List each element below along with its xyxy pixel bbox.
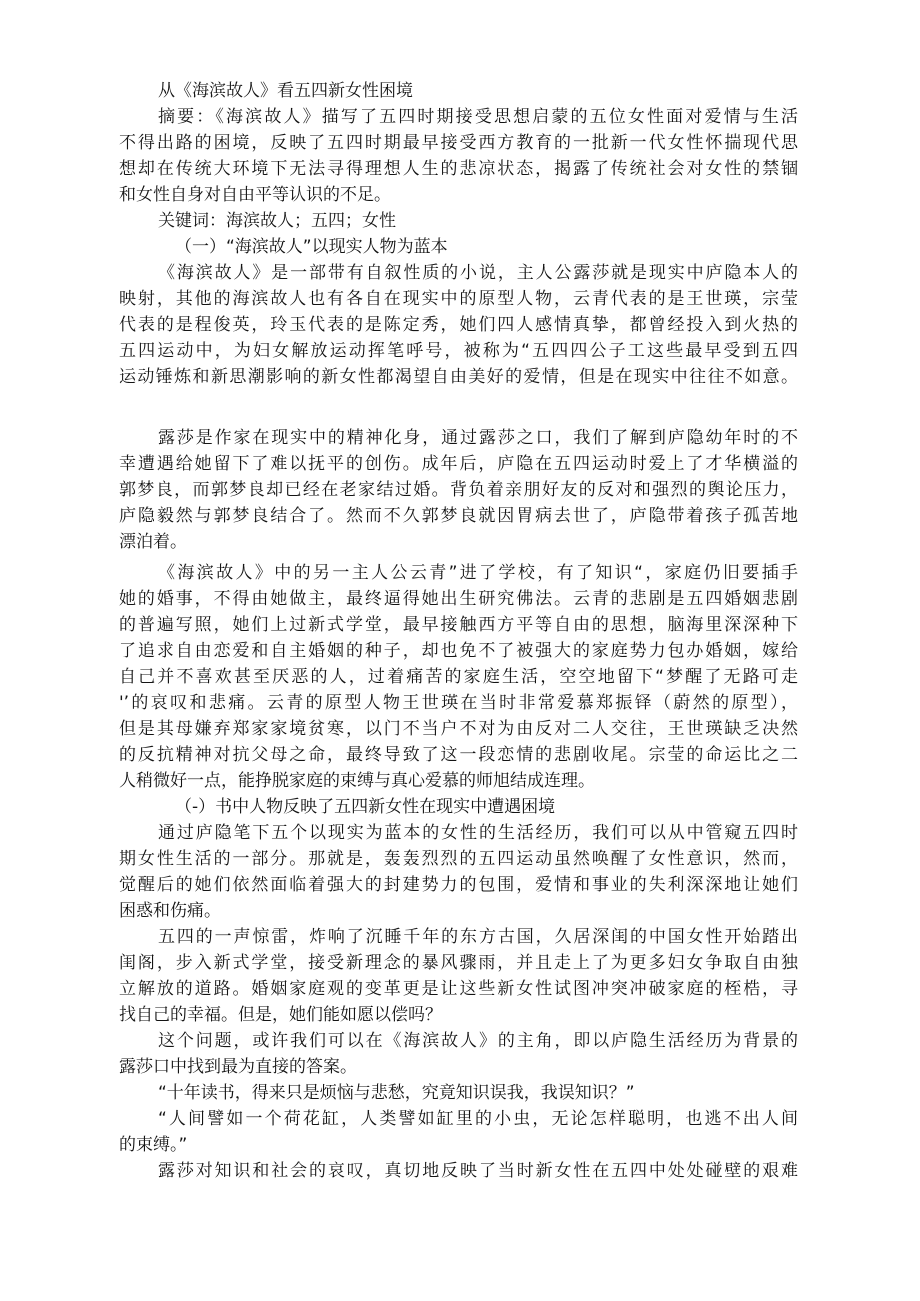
paragraph-line: 找自己的幸福。但是，她们能如愿以偿吗？ bbox=[119, 1005, 442, 1025]
abstract-line: 想却在传统大环境下无法寻得理想人生的悲凉状态，揭露了传统社会对女性的禁锢 bbox=[119, 159, 798, 179]
paragraph-line: 这个问题，或许我们可以在《海滨故人》的主角，即以庐隐生活经历为背景的 bbox=[158, 1031, 798, 1051]
abstract-line: 摘要：《海滨故人》描写了五四时期接受思想启蒙的五位女性面对爱情与生活 bbox=[158, 107, 798, 127]
paragraph-line: 五四的一声惊雷，炸响了沉睡千年的东方古国，久居深闺的中国女性开始踏出 bbox=[158, 927, 798, 947]
paragraph-line: 露莎口中找到最为直接的答案。 bbox=[119, 1057, 357, 1077]
paragraph-line: 闺阁，步入新式学堂，接受新理念的暴风骤雨，并且走上了为更多妇女争取自由独 bbox=[119, 953, 798, 973]
paragraph-line: 五四运动中，为妇女解放运动挥笔呼号，被称为“五四四公子工这些最早受到五四 bbox=[119, 341, 798, 361]
abstract-line: 不得出路的困境，反映了五四时期最早接受西方教育的一批新一代女性怀揣现代思 bbox=[119, 133, 798, 153]
abstract-line: 和女性自身对自由平等认识的不足。 bbox=[119, 185, 391, 205]
paragraph-line: 露莎是作家在现实中的精神化身，通过露莎之口，我们了解到庐隐幼年时的不 bbox=[158, 428, 798, 448]
paragraph-line: 运动锤炼和新思潮影响的新女性都渴望自由美好的爱情，但是在现实中往往不如意。 bbox=[119, 367, 798, 387]
paragraph-line: 幸遭遇给她留下了难以抚平的创伤。成年后，庐隐在五四运动时爱上了才华横溢的 bbox=[119, 454, 798, 474]
paragraph-line: 的普遍写照，她们上过新式学堂，最早接触西方平等自由的思想，脑海里深深种下 bbox=[119, 615, 798, 635]
paragraph-line: 的反抗精神对抗父母之命，最终导致了这一段恋情的悲剧收尾。宗莹的命运比之二 bbox=[119, 745, 798, 765]
quote-line: “十年读书，得来只是烦恼与悲愁，究竟知识误我，我误知识？” bbox=[158, 1083, 635, 1103]
paragraph-line: 庐隐毅然与郭梦良结合了。然而不久郭梦良就因胃病去世了，庐隐带着孩子孤苦地 bbox=[119, 506, 798, 526]
paragraph-line: 映射，其他的海滨故人也有各自在现实中的原型人物，云青代表的是王世瑛，宗莹 bbox=[119, 289, 798, 309]
paragraph-line: 漂泊着。 bbox=[119, 532, 187, 552]
paragraph-line: 但是其母嫌弃郑家家境贫寒，以门不当户不对为由反对二人交往，王世瑛缺乏决然 bbox=[119, 719, 798, 739]
paragraph-line: 了追求自由恋爱和自主婚姻的种子，却也免不了被强大的家庭势力包办婚姻，嫁给 bbox=[119, 641, 798, 661]
document-title: 从《海滨故人》看五四新女性困境 bbox=[158, 81, 413, 101]
keywords: 关键词：海滨故人；五四；女性 bbox=[158, 211, 396, 231]
paragraph-line: 期女性生活的一部分。那就是，轰轰烈烈的五四运动虽然唤醒了女性意识，然而， bbox=[119, 849, 798, 869]
paragraph-line: 她的婚事，不得由她做主，最终逼得她出生研究佛法。云青的悲剧是五四婚姻悲剧 bbox=[119, 589, 798, 609]
quote-line: 的束缚。” bbox=[119, 1135, 188, 1155]
section-heading: （-）书中人物反映了五四新女性在现实中遭遇困境 bbox=[175, 797, 556, 817]
paragraph-line: 自己并不喜欢甚至厌恶的人，过着痛苦的家庭生活，空空地留下“梦醒了无路可走 bbox=[119, 667, 798, 687]
paragraph-line: 立解放的道路。婚姻家庭观的变革更是让这些新女性试图冲突冲破家庭的桎梏，寻 bbox=[119, 979, 798, 999]
quote-line: “人间譬如一个荷花缸，人类譬如缸里的小虫，无论怎样聪明，也逃不出人间 bbox=[158, 1109, 798, 1129]
paragraph-line: 郭梦良，而郭梦良却已经在老家结过婚。背负着亲朋好友的反对和强烈的舆论压力， bbox=[119, 480, 798, 500]
paragraph-line: 《海滨故人》中的另一主人公云青”进了学校，有了知识“，家庭仍旧要插手 bbox=[158, 563, 798, 583]
paragraph-line: 困惑和伤痛。 bbox=[119, 901, 221, 921]
section-heading: （一）“海滨故人”以现实人物为蓝本 bbox=[175, 237, 448, 257]
paragraph-line: 人稍微好一点，能挣脱家庭的束缚与真心爱慕的师旭结成连理。 bbox=[119, 771, 595, 791]
paragraph-line: 通过庐隐笔下五个以现实为蓝本的女性的生活经历，我们可以从中管窥五四时 bbox=[158, 823, 798, 843]
paragraph-line: 觉醒后的她们依然面临着强大的封建势力的包围，爱情和事业的失利深深地让她们 bbox=[119, 875, 798, 895]
paragraph-line: 代表的是程俊英，玲玉代表的是陈定秀，她们四人感情真挚，都曾经投入到火热的 bbox=[119, 315, 798, 335]
paragraph-line: '’的哀叹和悲痛。云青的原型人物王世瑛在当时非常爱慕郑振铎（蔚然的原型）， bbox=[119, 693, 798, 713]
paragraph-line: 露莎对知识和社会的哀叹，真切地反映了当时新女性在五四中处处碰壁的艰难 bbox=[158, 1161, 798, 1181]
paragraph-line: 《海滨故人》是一部带有自叙性质的小说，主人公露莎就是现实中庐隐本人的 bbox=[158, 263, 798, 283]
